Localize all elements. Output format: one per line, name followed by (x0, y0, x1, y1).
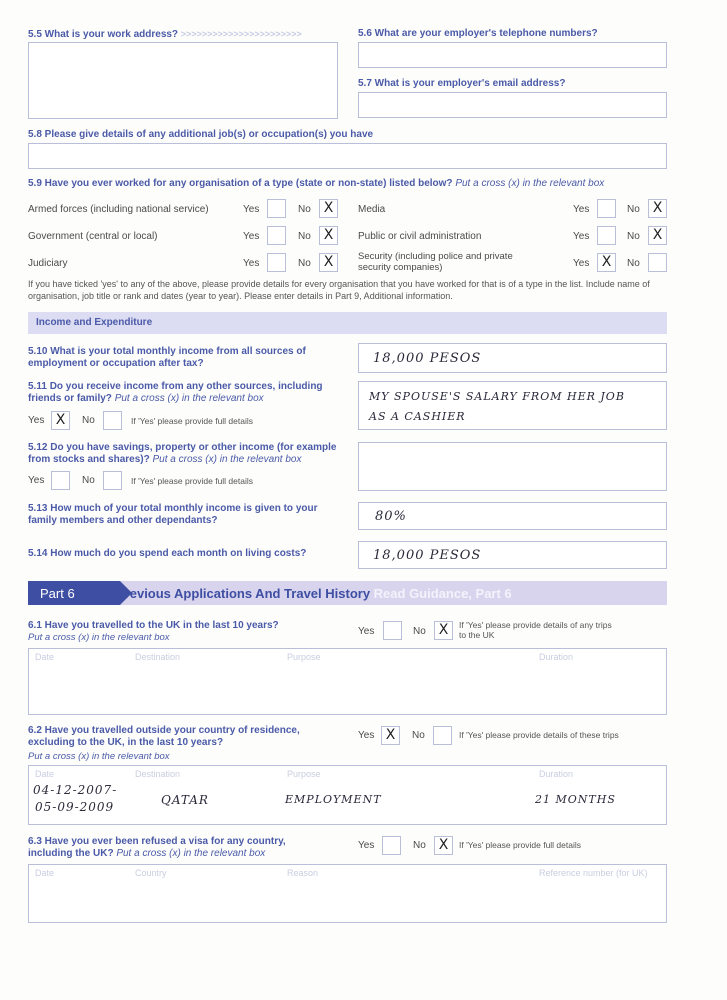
trip-destination: QATAR (161, 793, 209, 807)
org-security: Security (including police and private security companies) (358, 251, 513, 273)
security-yes-checkbox[interactable]: X (597, 253, 616, 272)
trip-duration: 21 MONTHS (535, 793, 616, 806)
judiciary-yes-checkbox[interactable] (267, 253, 286, 272)
visa-refused-yes-checkbox[interactable] (382, 836, 401, 855)
savings-yes-checkbox[interactable] (51, 471, 70, 490)
family-income-share-value: 80% (375, 509, 407, 524)
yes-label: Yes (28, 475, 45, 486)
org-government: Government (central or local) (28, 231, 158, 242)
part6-guidance: Read Guidance, Part 6 (373, 586, 512, 601)
savings-details-field[interactable] (358, 442, 667, 491)
yes-label: Yes (358, 626, 375, 637)
q5-10-label: 5.10 What is your total monthly income from all sources of employment or occupation after tax? (28, 346, 306, 369)
no-label: No (627, 231, 640, 242)
q5-11-if-yes: If 'Yes' please provide full details (131, 416, 254, 426)
armed-forces-no-checkbox[interactable]: X (319, 199, 338, 218)
other-income-no-checkbox[interactable] (103, 411, 122, 430)
col-reference: Reference number (for UK) (539, 868, 648, 878)
no-label: No (298, 258, 311, 269)
other-travel-yes-checkbox[interactable]: X (381, 726, 400, 745)
part6-tag: Part 6 (40, 586, 75, 601)
other-income-yes-checkbox[interactable]: X (51, 411, 70, 430)
other-income-line2: AS A CASHIER (369, 410, 466, 423)
col-date: Date (35, 652, 55, 662)
work-address-field[interactable] (28, 42, 338, 119)
uk-travel-no-checkbox[interactable]: X (434, 621, 453, 640)
government-no-checkbox[interactable]: X (319, 226, 338, 245)
col-date: Date (35, 769, 55, 779)
org-public-admin: Public or civil administration (358, 231, 482, 242)
q5-9-note: If you have ticked 'yes' to any of the above, please provide details for every organisation that you have worked for that is of a type in the list. Include name of organisation, job title or rank and dates (year to year). Please enter details in Part 9, Additional information. (28, 279, 650, 301)
no-label: No (413, 840, 426, 851)
monthly-income-field[interactable] (358, 343, 667, 373)
public-admin-no-checkbox[interactable]: X (648, 226, 667, 245)
security-no-checkbox[interactable] (648, 253, 667, 272)
col-duration: Duration (539, 769, 574, 779)
uk-travel-yes-checkbox[interactable] (383, 621, 402, 640)
trip-purpose: EMPLOYMENT (285, 793, 382, 806)
trip-date-from: 04-12-2007- (33, 783, 118, 797)
income-section-header (28, 312, 667, 334)
living-costs-value: 18,000 PESOS (373, 548, 482, 563)
col-date: Date (35, 868, 55, 878)
col-purpose: Purpose (287, 769, 321, 779)
visa-refusals-field[interactable] (28, 864, 667, 923)
org-media: Media (358, 204, 386, 215)
income-section-title: Income and Expenditure (36, 317, 153, 328)
q5-9-label: 5.9 Have you ever worked for any organisation of a type (state or non-state) listed below? Put a cross (x) in the relevant box (28, 178, 605, 189)
yes-label: Yes (28, 415, 45, 426)
part6-header (28, 581, 667, 605)
other-travel-no-checkbox[interactable] (433, 726, 452, 745)
employer-phone-field[interactable] (358, 42, 667, 68)
no-label: No (412, 730, 425, 741)
org-armed-forces: Armed forces (including national service) (28, 204, 209, 215)
other-trips-field[interactable] (28, 765, 667, 825)
no-label: No (413, 626, 426, 637)
q6-1-hint: Put a cross (x) in the relevant box (28, 632, 170, 643)
q5-11-label: 5.11 Do you receive income from any other sources, including friends or family? Put a cross (x) in the relevant box (28, 381, 323, 404)
q5-12-if-yes: If 'Yes' please provide full details (131, 476, 254, 486)
q5-8-label: 5.8 Please give details of any additional job(s) or occupation(s) you have (28, 129, 374, 140)
employer-email-field[interactable] (358, 92, 667, 118)
col-country: Country (135, 868, 167, 878)
no-label: No (627, 204, 640, 215)
media-no-checkbox[interactable]: X (648, 199, 667, 218)
no-label: No (627, 258, 640, 269)
no-label: No (298, 204, 311, 215)
armed-forces-yes-checkbox[interactable] (267, 199, 286, 218)
judiciary-no-checkbox[interactable]: X (319, 253, 338, 272)
yes-label: Yes (573, 231, 590, 242)
q5-7-label: 5.7 What is your employer's email address? (358, 78, 566, 89)
q6-3-label: 6.3 Have you ever been refused a visa for any country, including the UK? Put a cross (x) in the relevant box (28, 836, 286, 859)
col-duration: Duration (539, 652, 574, 662)
additional-jobs-field[interactable] (28, 143, 667, 169)
yes-label: Yes (243, 204, 260, 215)
col-destination: Destination (135, 652, 181, 662)
yes-label: Yes (358, 840, 375, 851)
q6-2-label: 6.2 Have you travelled outside your country of residence, excluding to the UK, in the last 10 years? (28, 725, 300, 748)
savings-no-checkbox[interactable] (103, 471, 122, 490)
q6-1-label: 6.1 Have you travelled to the UK in the last 10 years? (28, 620, 279, 631)
q6-2-hint: Put a cross (x) in the relevant box (28, 751, 170, 762)
yes-label: Yes (243, 231, 260, 242)
q6-1-if-yes: If 'Yes' please provide details of any trips to the UK (459, 620, 612, 640)
no-label: No (298, 231, 311, 242)
trip-date-to: 05-09-2009 (35, 800, 115, 814)
col-reason: Reason (287, 868, 319, 878)
other-income-line1: MY SPOUSE'S SALARY FROM HER JOB (369, 390, 625, 403)
q5-5-label: 5.5 What is your work address? >>>>>>>>>>>>>>>>>>>>>>> (28, 29, 302, 40)
q5-12-label: 5.12 Do you have savings, property or other income (for example from stocks and shares)? Put a cross (x) in the relevant box (28, 442, 337, 465)
q5-13-label: 5.13 How much of your total monthly income is given to your family members and other dependants? (28, 503, 318, 526)
yes-label: Yes (243, 258, 260, 269)
q5-14-label: 5.14 How much do you spend each month on living costs? (28, 548, 307, 559)
part6-title: Previous Applications And Travel History Read Guidance, Part 6 (116, 586, 512, 601)
no-label: No (82, 415, 95, 426)
family-income-share-field[interactable] (358, 502, 667, 530)
yes-label: Yes (358, 730, 375, 741)
other-income-details-field[interactable] (358, 381, 667, 430)
living-costs-field[interactable] (358, 541, 667, 569)
q5-6-label: 5.6 What are your employer's telephone numbers? (358, 28, 598, 39)
yes-label: Yes (573, 258, 590, 269)
q6-3-if-yes: If 'Yes' please provide full details (459, 840, 582, 850)
org-judiciary: Judiciary (28, 258, 68, 269)
col-purpose: Purpose (287, 652, 321, 662)
visa-refused-no-checkbox[interactable]: X (434, 836, 453, 855)
no-label: No (82, 475, 95, 486)
q6-2-if-yes: If 'Yes' please provide details of these trips (459, 730, 619, 740)
uk-trips-field[interactable] (28, 648, 667, 715)
public-admin-yes-checkbox[interactable] (597, 226, 616, 245)
media-yes-checkbox[interactable] (597, 199, 616, 218)
yes-label: Yes (573, 204, 590, 215)
monthly-income-value: 18,000 PESOS (373, 351, 482, 366)
col-destination: Destination (135, 769, 181, 779)
government-yes-checkbox[interactable] (267, 226, 286, 245)
